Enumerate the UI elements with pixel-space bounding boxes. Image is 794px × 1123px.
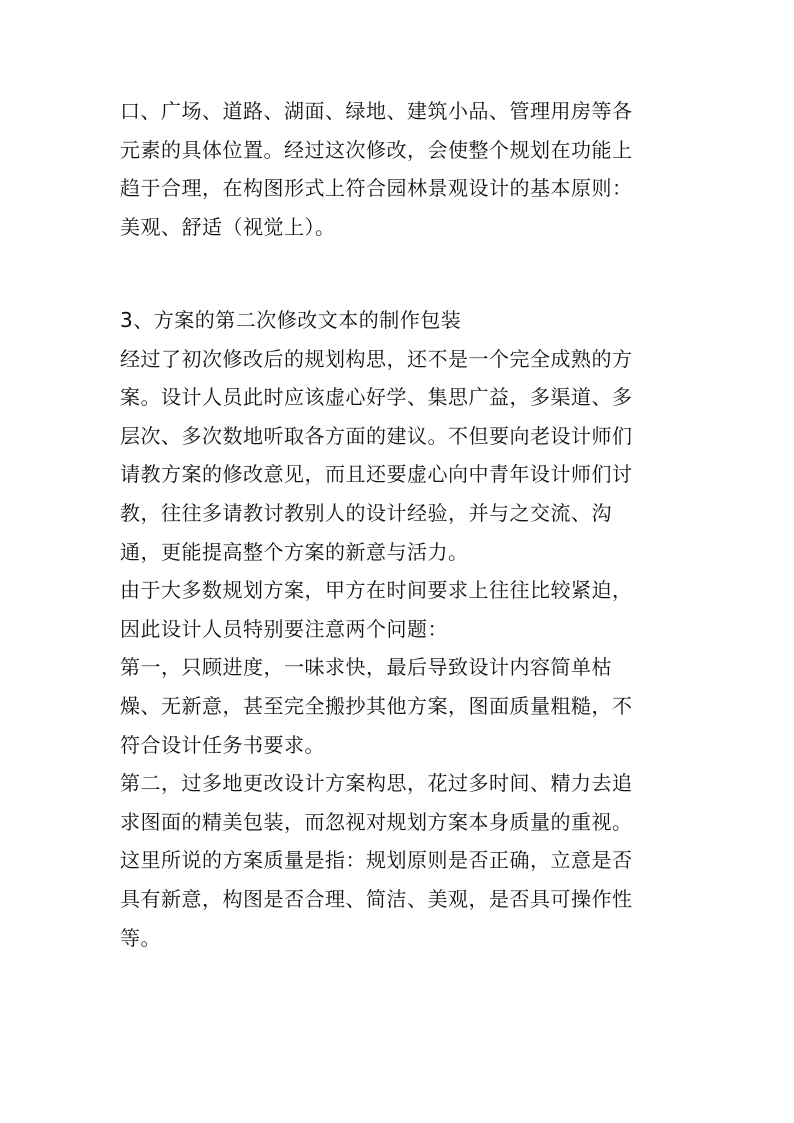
text-line: 等。 (120, 925, 161, 950)
text-line: 请教方案的修改意见，而且还要虚心向中青年设计师们讨 (120, 462, 633, 487)
text-line: 符合设计任务书要求。 (120, 732, 325, 757)
text-line: 第一，只顾进度，一味求快，最后导致设计内容简单枯 (120, 655, 612, 680)
text-line: 教，往往多请教讨教别人的设计经验，并与之交流、沟 (120, 500, 612, 525)
text-line: 经过了初次修改后的规划构思，还不是一个完全成熟的方 (120, 346, 633, 371)
text-line: 由于大多数规划方案，甲方在时间要求上往往比较紧迫， (120, 578, 633, 603)
text-line: 因此设计人员特别要注意两个问题： (120, 616, 448, 641)
text-line: 具有新意，构图是否合理、简洁、美观，是否具可操作性 (120, 886, 633, 911)
section-3 (120, 301, 680, 957)
text-line: 第二，过多地更改设计方案构思，花过多时间、精力去追 (120, 771, 633, 796)
text-line: 口、广场、道路、湖面、绿地、建筑小品、管理用房等各 (120, 99, 633, 123)
text-line: 元素的具体位置。经过这次修改，会使整个规划在功能上 (120, 137, 633, 162)
section-heading: 3、方案的第二次修改文本的制作包装 (120, 308, 462, 332)
text-line: 通，更能提高整个方案的新意与活力。 (120, 539, 469, 564)
text-line: 层次、多次数地听取各方面的建议。不但要向老设计师们 (120, 423, 633, 448)
text-line: 这里所说的方案质量是指：规划原则是否正确，立意是否 (120, 848, 633, 873)
text-line: 趋于合理，在构图形式上符合园林景观设计的基本原则： (120, 176, 633, 201)
text-line: 求图面的精美包装，而忽视对规划方案本身质量的重视。 (120, 809, 633, 834)
text-line: 美观、舒适（视觉上）。 (120, 214, 336, 239)
text-line: 案。设计人员此时应该虚心好学、集思广益，多渠道、多 (120, 385, 633, 410)
paragraph-continued (120, 92, 680, 246)
text-line: 燥、无新意，甚至完全搬抄其他方案，图面质量粗糙，不 (120, 693, 633, 718)
